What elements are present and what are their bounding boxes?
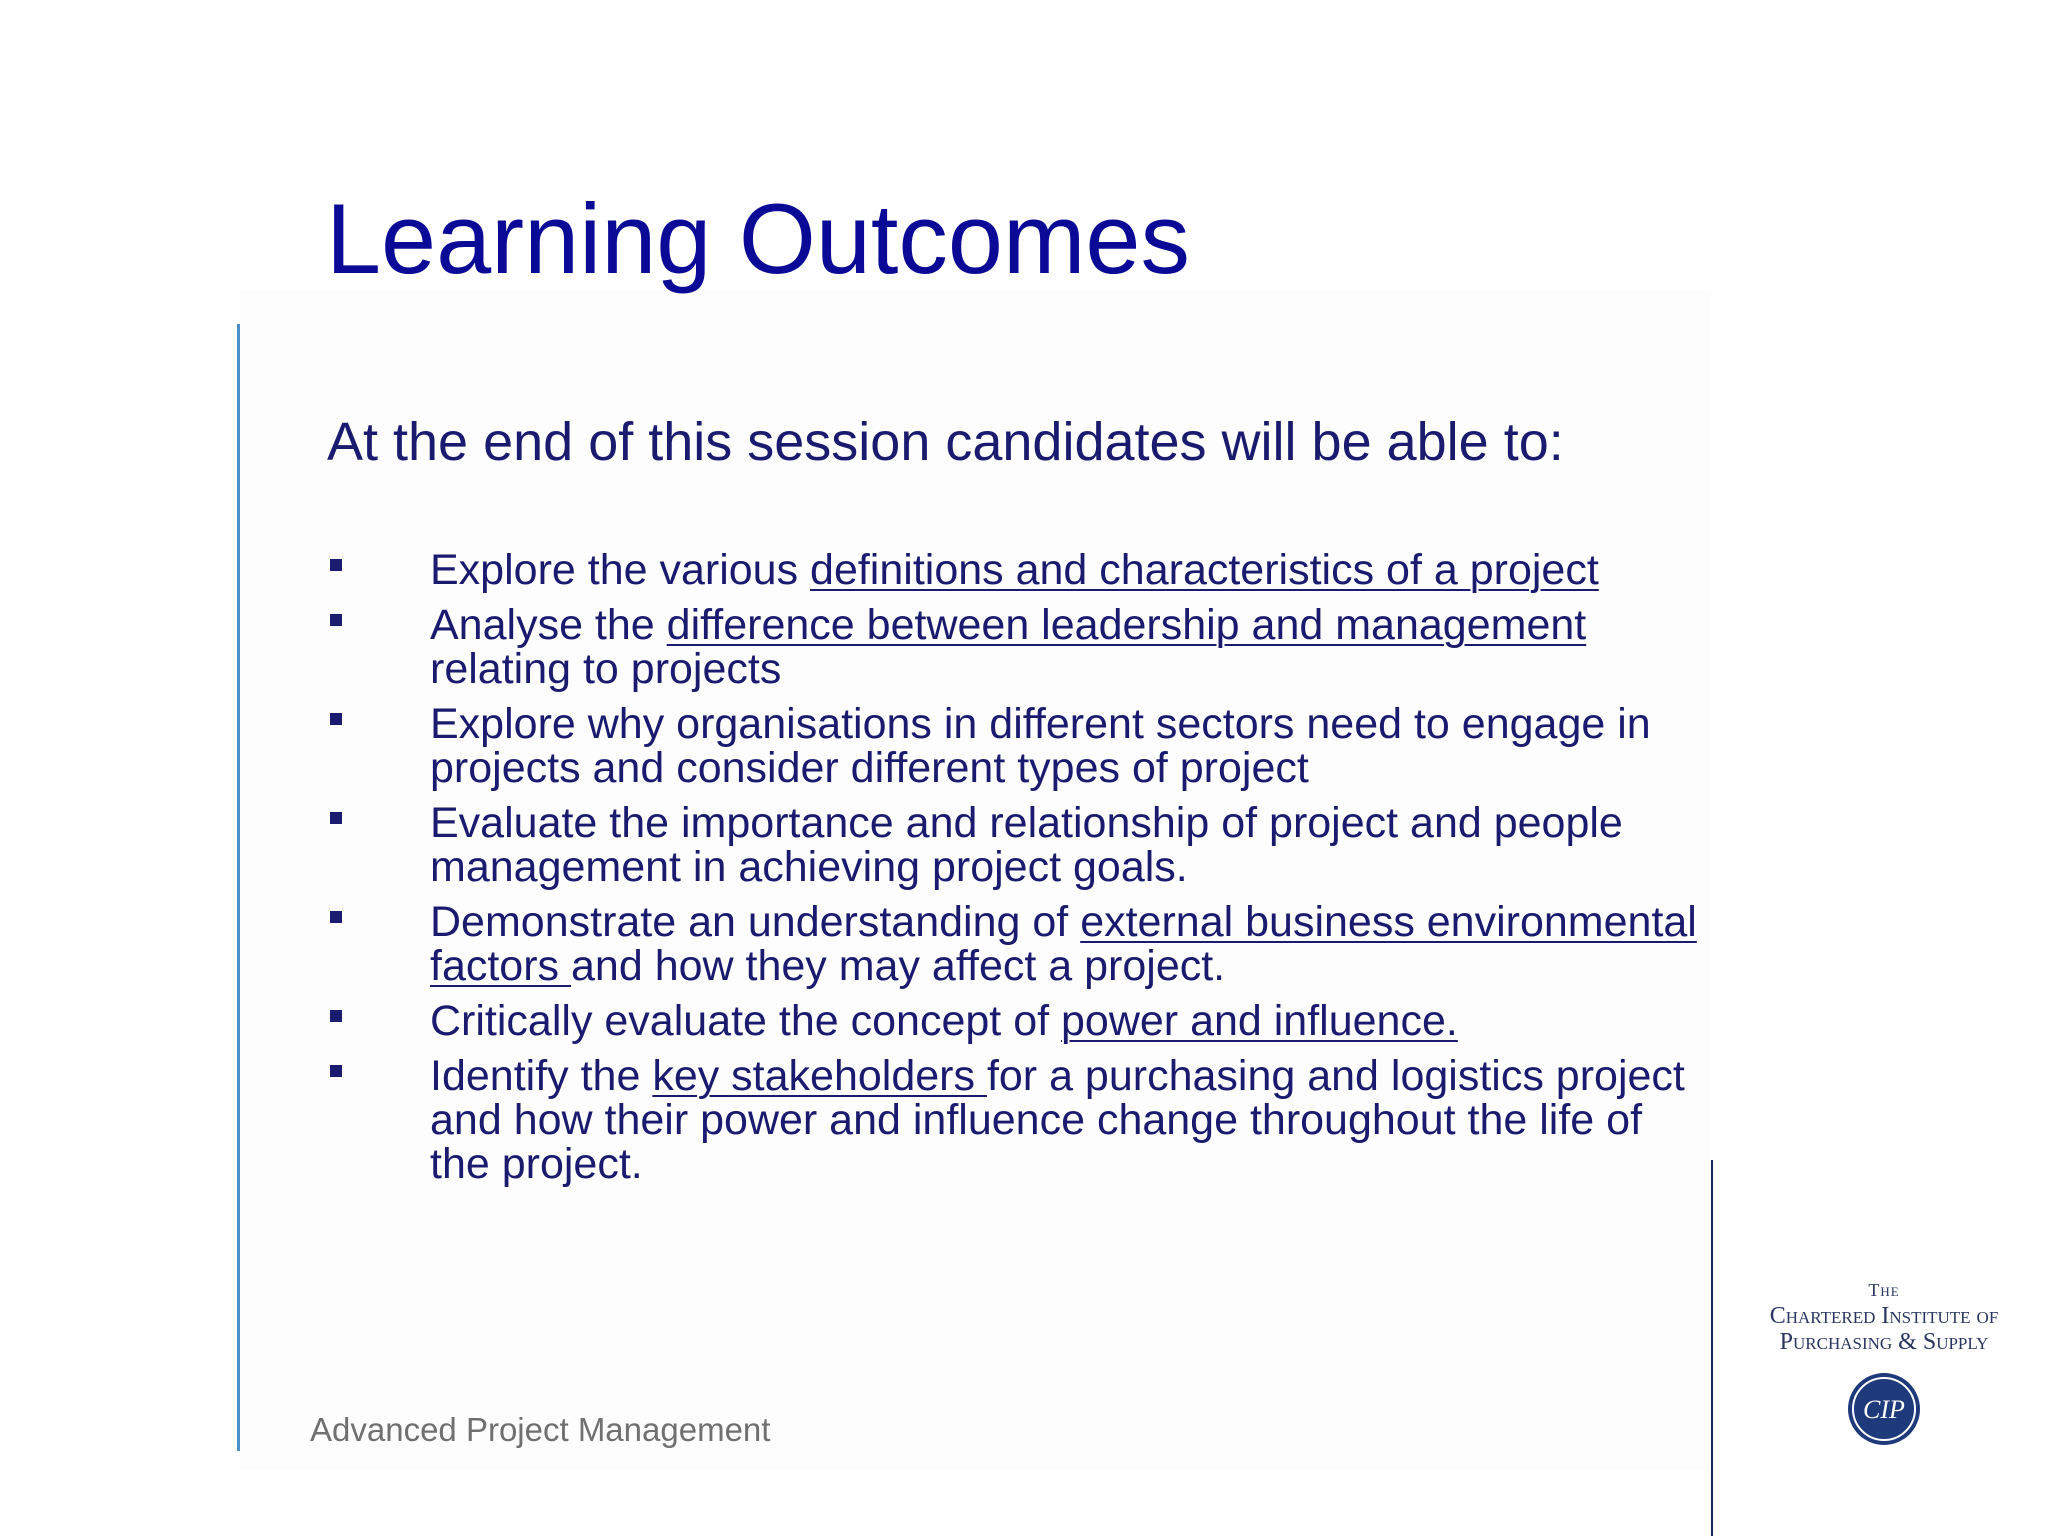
learning-outcome-item xyxy=(330,548,1710,592)
outcome-text-segment: Demonstrate an understanding of xyxy=(430,898,1081,946)
square-bullet-icon xyxy=(330,614,342,626)
outcome-text-segment: Explore the various xyxy=(430,546,811,594)
outcome-text-segment: Critically evaluate the concept of xyxy=(430,997,1061,1045)
underlined-key-term: external business environmental factors xyxy=(430,898,1697,990)
square-bullet-icon xyxy=(330,559,342,571)
outcome-text-segment: Identify the xyxy=(430,1052,653,1100)
cips-logo xyxy=(1736,1277,2032,1447)
learning-outcome-text xyxy=(430,801,1710,889)
outcome-text-segment: and how they may affect a project. xyxy=(571,942,1226,990)
svg-text:CIP: CIP xyxy=(1863,1395,1905,1424)
learning-outcome-text xyxy=(430,548,1710,592)
learning-outcome-item xyxy=(330,801,1710,889)
learning-outcome-text xyxy=(430,1054,1710,1186)
learning-outcome-item xyxy=(330,702,1710,790)
intro-text: At the end of this session candidates will be able to: xyxy=(327,412,1564,472)
logo-line-purchasing: Purchasing & Supply xyxy=(1779,1329,1989,1355)
learning-outcomes-list xyxy=(330,548,1710,1197)
learning-outcome-text xyxy=(430,702,1710,790)
learning-outcome-item xyxy=(330,900,1710,988)
right-vertical-rule xyxy=(1711,1160,1713,1536)
square-bullet-icon xyxy=(330,812,342,824)
underlined-key-term: difference between leadership and management xyxy=(666,601,1587,649)
outcome-text-segment: relating to projects xyxy=(430,645,782,693)
outcome-text-segment: Explore why organisations in different sectors need to engage in projects and consider different types of project xyxy=(430,700,1651,792)
learning-outcome-text xyxy=(430,900,1710,988)
underlined-key-term: key stakeholders xyxy=(652,1052,987,1100)
logo-line-institute: Chartered Institute of xyxy=(1769,1303,1999,1329)
logo-line-the: The xyxy=(1868,1280,1900,1300)
square-bullet-icon xyxy=(330,911,342,923)
cips-seal-icon xyxy=(1846,1371,1922,1447)
learning-outcome-text xyxy=(430,603,1710,691)
slide-title: Learning Outcomes xyxy=(326,183,1190,294)
square-bullet-icon xyxy=(330,1065,342,1077)
underlined-key-term: power and influence. xyxy=(1061,997,1458,1045)
learning-outcome-item xyxy=(330,603,1710,691)
learning-outcome-text xyxy=(430,999,1710,1043)
learning-outcome-item xyxy=(330,999,1710,1043)
outcome-text-segment: for a purchasing and logistics project and how their power and influence change throughout the life of the project. xyxy=(430,1052,1685,1188)
left-vertical-rule xyxy=(237,324,240,1451)
learning-outcome-item xyxy=(330,1054,1710,1186)
square-bullet-icon xyxy=(330,1010,342,1022)
underlined-key-term: definitions and characteristics of a project xyxy=(810,546,1599,594)
square-bullet-icon xyxy=(330,713,342,725)
footer-course-name: Advanced Project Management xyxy=(310,1411,771,1448)
outcome-text-segment: Analyse the xyxy=(430,601,667,649)
outcome-text-segment: Evaluate the importance and relationship of project and people management in achieving project goals. xyxy=(430,799,1623,891)
